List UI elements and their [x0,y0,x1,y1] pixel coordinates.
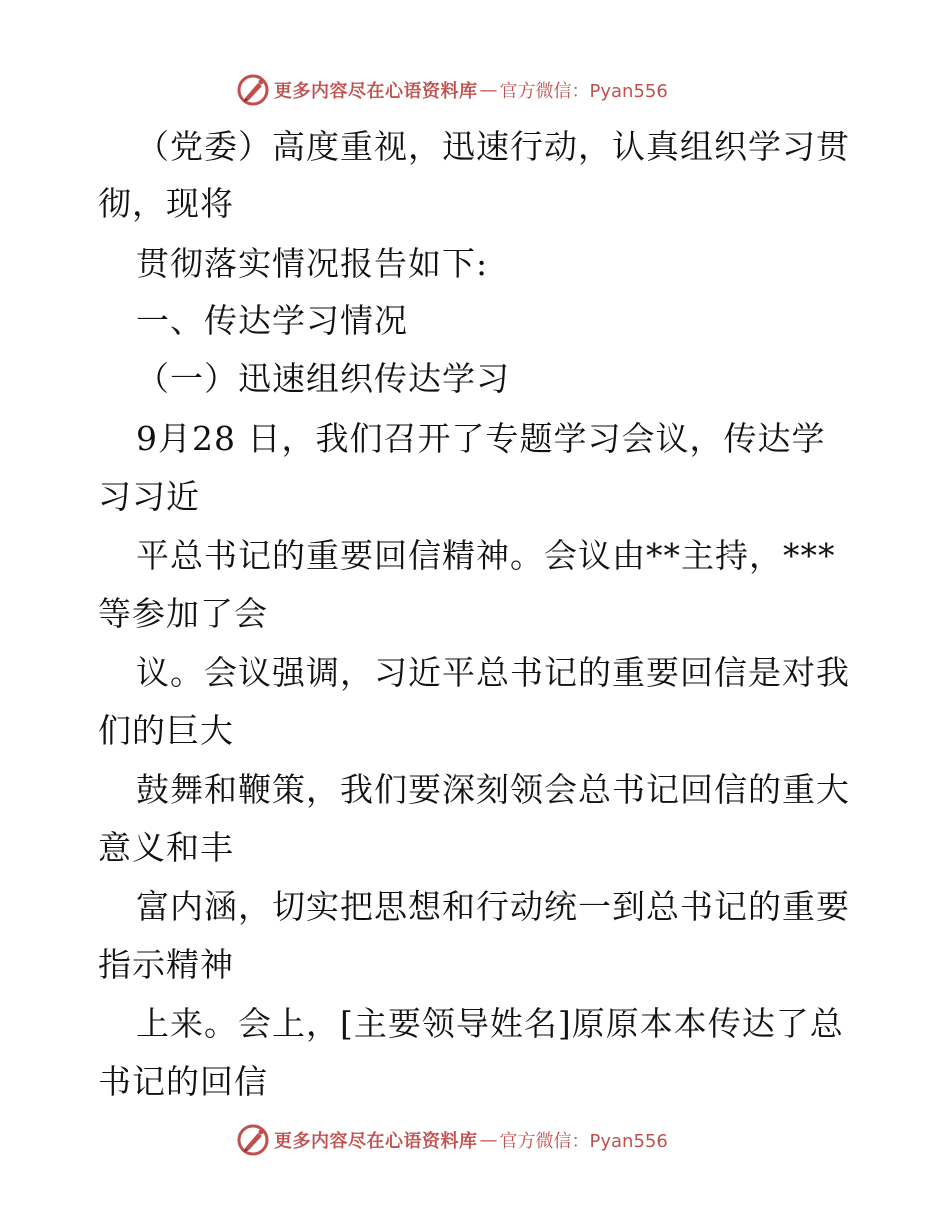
paragraph-line: 习习近 [98,477,200,516]
header-watermark [236,73,668,107]
watermark-separator: — [479,1129,498,1151]
paragraph-line: 上来。会上，[主要领导姓名]原原本本传达了总 [136,1004,844,1043]
paragraph-line: 意义和丰 [98,828,234,867]
paragraph-line: 彻，现将 [98,184,234,223]
paragraph-line: 等参加了会 [98,594,268,633]
paragraph-line: 指示精神 [98,945,234,984]
pen-logo-icon [236,73,270,107]
paragraph-line: 富内涵，切实把思想和行动统一到总书记的重要 [136,887,850,926]
pen-logo-icon [236,1123,270,1157]
paragraph-line: 平总书记的重要回信精神。会议由**主持，*** [136,536,836,575]
section-heading: 一、传达学习情况 [136,301,408,340]
paragraph-line: 鼓舞和鞭策，我们要深刻领会总书记回信的重大 [136,770,850,809]
paragraph-line: 们的巨大 [98,711,234,750]
watermark-wechat: 官方微信：Pyan556 [499,1131,668,1152]
subsection-heading: （一）迅速组织传达学习 [136,359,510,398]
watermark-wechat: 官方微信：Pyan556 [499,81,668,102]
paragraph-line: 议。会议强调，习近平总书记的重要回信是对我 [136,653,850,692]
paragraph-line: 9月28 日，我们召开了专题学习会议，传达学 [136,419,826,458]
paragraph-line: 书记的回信 [98,1062,268,1101]
watermark-text: 更多内容尽在心语资料库 [274,1131,478,1152]
watermark-separator: — [479,79,498,101]
watermark-text: 更多内容尽在心语资料库 [274,81,478,102]
footer-watermark [236,1123,668,1157]
paragraph-line: （党委）高度重视，迅速行动，认真组织学习贯 [136,127,850,166]
paragraph-line: 贯彻落实情况报告如下: [136,244,489,283]
